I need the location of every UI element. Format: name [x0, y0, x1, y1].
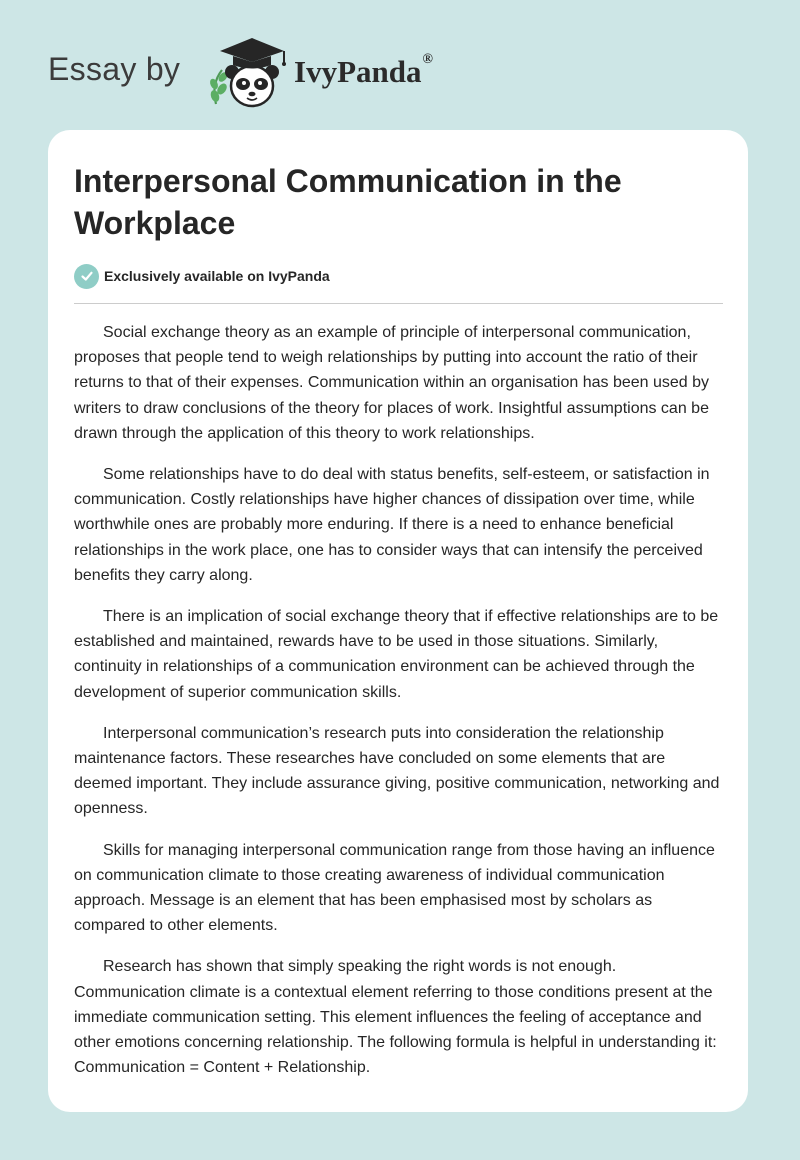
paragraph: Social exchange theory as an example of principle of interpersonal communication, proposes that people tend to weigh relationships by putting into account the ratio of their returns to that of their expenses. Communication within an organisation has been used by writers to draw conclusions of the theory for places of work. Insightful assumptions can be drawn through the application of this theory to work relationships. — [74, 324, 710, 442]
site-header-brand[interactable] — [48, 34, 468, 110]
divider — [74, 303, 723, 304]
paragraph: There is an implication of social exchange theory that if effective relationships are to be established and maintained, rewards have to be used in those situations. Similarly, continuity in relationships of a communication environment can be achieved through the development of superior communication skills. — [74, 608, 719, 701]
exclusive-badge — [74, 263, 330, 289]
paragraph: Research has shown that simply speaking the right words is not enough. Communication climate is a contextual element referring to those conditions present at the immediate communication setting. This element influences the feeling of acceptance and other emotions concerning relationship. The following formula is helpful in understanding it: Communication = Content + Relationship. — [74, 958, 717, 1077]
paragraph: Some relationships have to do deal with status benefits, self-esteem, or satisfaction in communication. Costly relationships have higher chances of dissipation over time, while worthwhile ones are probably more enduring. If there is a need to enhance beneficial relationships in the work place, one has to consider ways that can intensify the perceived benefits they carry along. — [74, 466, 710, 584]
registered-mark: ® — [422, 52, 433, 67]
exclusive-label: Exclusively available on IvyPanda — [104, 268, 330, 284]
essay-title: Interpersonal Communication in the Workplace — [74, 163, 622, 241]
panda-graduate-logo-icon — [202, 34, 294, 110]
check-circle-icon — [74, 264, 99, 289]
paragraph: Skills for managing interpersonal communication range from those having an influence on communication climate to those creating awareness of individual communication approach. Message is an element that has been emphasised most by scholars as compared to other elements. — [74, 841, 715, 935]
essay-body — [74, 320, 726, 1096]
essay-card — [48, 130, 748, 1112]
paragraph: Interpersonal communication’s research puts into consideration the relationship maintenance factors. These researches have concluded on some elements that are deemed important. They include assurance giving, positive communication, networking and openness. — [74, 724, 720, 818]
brand-name: IvyPanda® — [294, 52, 433, 89]
essay-by-label: Essay by — [48, 51, 181, 87]
